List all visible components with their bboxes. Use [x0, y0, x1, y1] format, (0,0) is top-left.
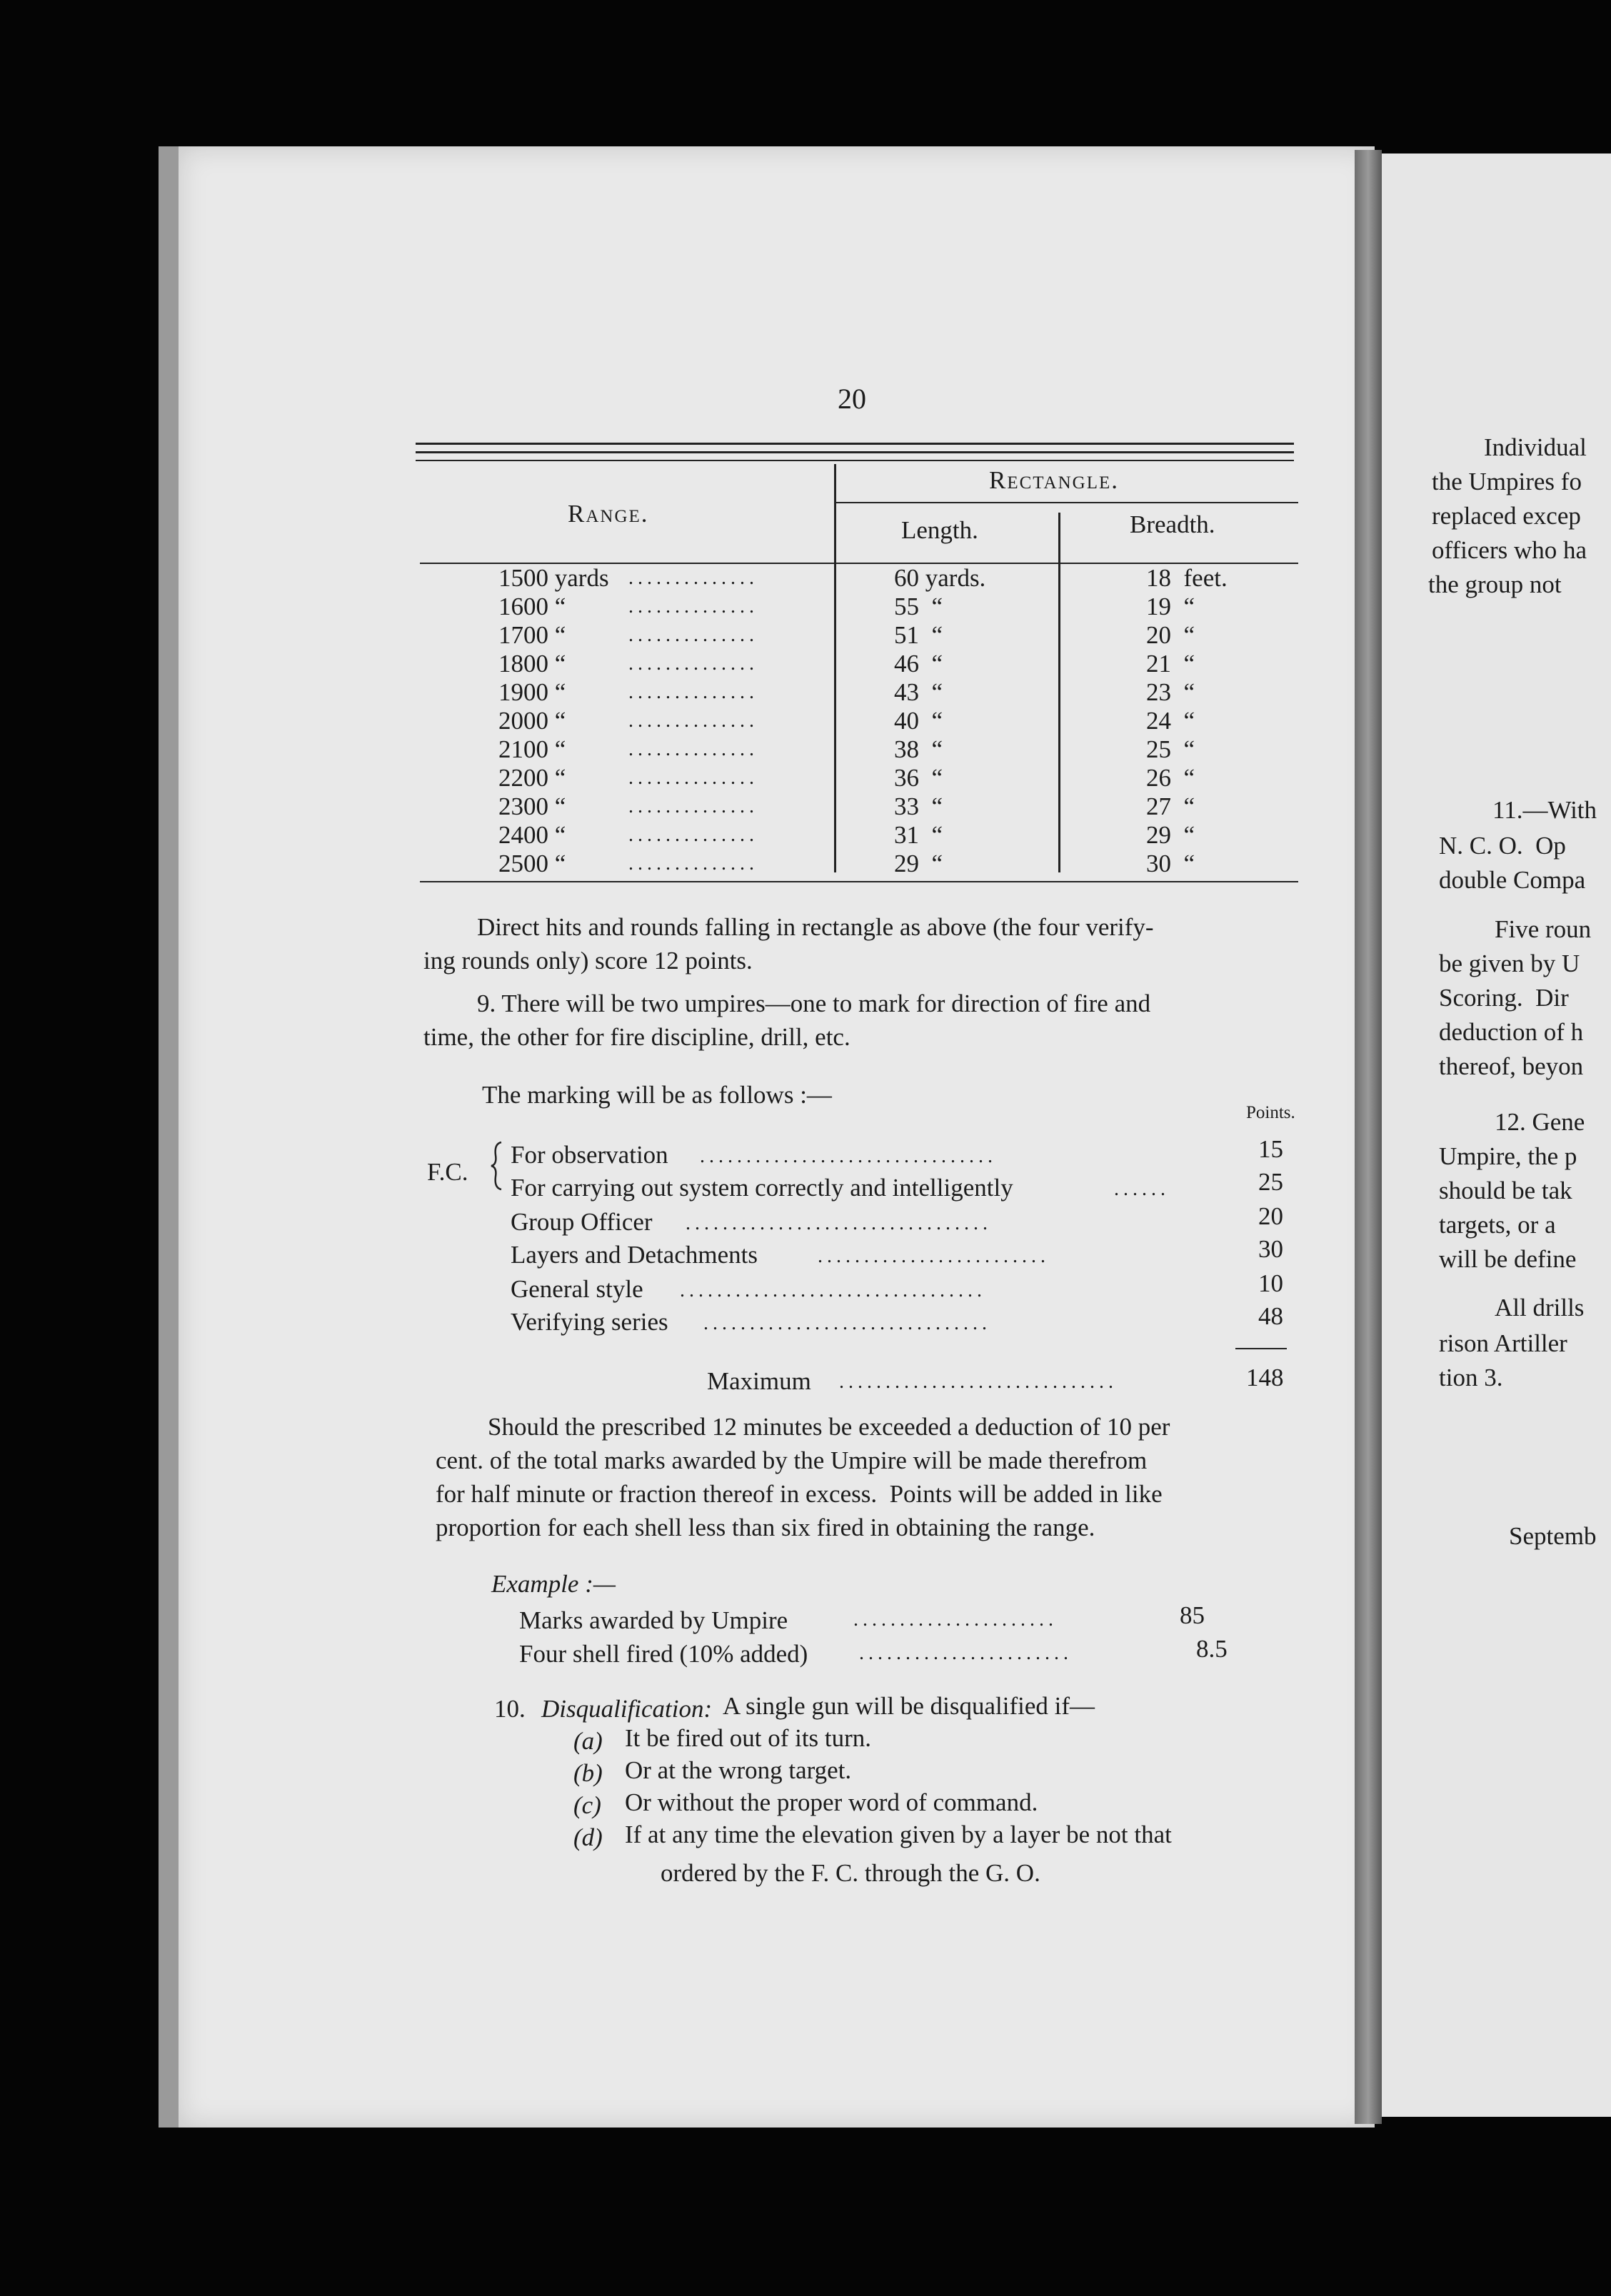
range-cell: 1900 “	[498, 678, 566, 706]
table-top-rule-3	[416, 460, 1294, 461]
breadth-cell: 24 “	[1146, 707, 1195, 735]
leader-dots: ..............	[628, 681, 758, 703]
right-page-line: 12. Gene	[1495, 1108, 1585, 1136]
marking-intro: The marking will be as follows :—	[482, 1081, 832, 1109]
points-header: Points.	[1246, 1103, 1295, 1122]
length-cell: 60 yards.	[894, 564, 986, 592]
table-divider-range	[834, 464, 836, 872]
leader-dots: ..............	[628, 653, 758, 675]
right-page-line: Septemb	[1509, 1522, 1597, 1550]
disq-letter: (b)	[573, 1759, 603, 1787]
range-cell: 1600 “	[498, 593, 566, 620]
para-direct-hits-line-1: Direct hits and rounds falling in rectangle as above (the four verify-	[477, 913, 1154, 941]
table-divider-length	[1058, 513, 1060, 872]
leader-dots: ..............	[628, 824, 758, 846]
mark-points: 15	[1258, 1135, 1283, 1163]
breadth-cell: 26 “	[1146, 764, 1195, 792]
example-row-2-dots: .......................	[859, 1642, 1073, 1664]
length-cell: 55 “	[894, 593, 943, 620]
right-page-line: Umpire, the p	[1439, 1142, 1577, 1170]
mark-leader-dots: ................................	[700, 1145, 997, 1167]
length-header: Length.	[901, 516, 978, 544]
maximum-leader-dots: ..............................	[839, 1371, 1118, 1393]
range-cell: 1800 “	[498, 650, 566, 678]
right-page-line: will be define	[1439, 1245, 1577, 1273]
page-number: 20	[838, 383, 866, 415]
length-cell: 40 “	[894, 707, 943, 735]
mark-leader-dots: .................................	[686, 1212, 992, 1234]
length-cell: 29 “	[894, 850, 943, 877]
range-cell: 2400 “	[498, 821, 566, 849]
range-cell: 2300 “	[498, 792, 566, 820]
brace-icon	[488, 1141, 506, 1191]
right-page-line: 11.—With	[1492, 796, 1597, 824]
para-exceeded-line-4: proportion for each shell less than six fired in obtaining the range.	[436, 1514, 1095, 1541]
para-exceeded-line-3: for half minute or fraction thereof in excess. Points will be added in like	[436, 1480, 1163, 1508]
breadth-cell: 29 “	[1146, 821, 1195, 849]
example-label: Example :—	[491, 1570, 616, 1598]
mark-label: Group Officer	[511, 1208, 653, 1236]
disq-text: Or without the proper word of command.	[625, 1788, 1038, 1816]
right-page-line: Scoring. Dir	[1439, 984, 1569, 1012]
breadth-cell: 30 “	[1146, 850, 1195, 877]
mark-leader-dots: .................................	[680, 1279, 986, 1301]
disq-text: Or at the wrong target.	[625, 1756, 852, 1784]
mark-label: Layers and Detachments	[511, 1241, 758, 1269]
right-page-line: N. C. O. Op	[1439, 832, 1566, 860]
rectangle-header: Rectangle.	[989, 466, 1120, 494]
mark-points: 25	[1258, 1168, 1283, 1196]
length-cell: 46 “	[894, 650, 943, 678]
example-row-2-label: Four shell fired (10% added)	[519, 1640, 808, 1668]
table-top-rule-2	[416, 451, 1294, 453]
breadth-cell: 25 “	[1146, 735, 1195, 763]
range-cell: 1700 “	[498, 621, 566, 649]
length-cell: 33 “	[894, 792, 943, 820]
mark-leader-dots: ...............................	[703, 1312, 991, 1334]
mark-label: For carrying out system correctly and intelligently	[511, 1174, 1013, 1202]
book-gutter	[1355, 150, 1382, 2124]
example-row-2-value: 8.5	[1196, 1635, 1228, 1663]
length-cell: 43 “	[894, 678, 943, 706]
para-direct-hits-line-2: ing rounds only) score 12 points.	[423, 947, 753, 975]
leader-dots: ..............	[628, 624, 758, 646]
mark-label: Verifying series	[511, 1308, 668, 1336]
rectangle-header-rule	[835, 502, 1298, 503]
maximum-points: 148	[1246, 1364, 1284, 1391]
right-page-line: Individual	[1484, 433, 1587, 461]
right-page-line: should be tak	[1439, 1177, 1572, 1204]
disq-text: If at any time the elevation given by a layer be not that	[625, 1821, 1172, 1848]
mark-points: 30	[1258, 1235, 1283, 1263]
leader-dots: ..............	[628, 767, 758, 789]
right-page-line: thereof, beyon	[1439, 1052, 1584, 1080]
maximum-label: Maximum	[707, 1367, 811, 1395]
range-cell: 1500 yards	[498, 564, 609, 592]
range-cell: 2500 “	[498, 850, 566, 877]
length-cell: 36 “	[894, 764, 943, 792]
range-cell: 2200 “	[498, 764, 566, 792]
leader-dots: ..............	[628, 567, 758, 589]
right-page-line: tion 3.	[1439, 1364, 1503, 1391]
breadth-cell: 19 “	[1146, 593, 1195, 620]
disq-text: It be fired out of its turn.	[625, 1724, 872, 1752]
example-row-1-label: Marks awarded by Umpire	[519, 1606, 788, 1634]
right-page-line: All drills	[1495, 1294, 1585, 1321]
para-exceeded-line-1: Should the prescribed 12 minutes be exceeded a deduction of 10 per	[488, 1413, 1170, 1441]
leader-dots: ..............	[628, 595, 758, 618]
mark-leader-dots: ......	[1114, 1178, 1170, 1200]
leader-dots: ..............	[628, 738, 758, 760]
length-cell: 31 “	[894, 821, 943, 849]
right-page-line: officers who ha	[1432, 536, 1587, 564]
para-10-title: Disqualification:	[541, 1695, 713, 1723]
breadth-cell: 20 “	[1146, 621, 1195, 649]
sum-rule	[1235, 1348, 1287, 1349]
range-cell: 2100 “	[498, 735, 566, 763]
range-cell: 2000 “	[498, 707, 566, 735]
mark-label: General style	[511, 1275, 643, 1303]
right-page-line: targets, or a	[1439, 1211, 1556, 1239]
table-top-rule-1	[416, 443, 1294, 445]
disq-continuation: ordered by the F. C. through the G. O.	[661, 1859, 1040, 1887]
leader-dots: ..............	[628, 795, 758, 817]
breadth-cell: 18 feet.	[1146, 564, 1228, 592]
para-exceeded-line-2: cent. of the total marks awarded by the Umpire will be made therefrom	[436, 1446, 1148, 1474]
right-page-line: the group not	[1428, 570, 1562, 598]
table-bottom-rule	[420, 881, 1298, 882]
mark-points: 10	[1258, 1269, 1283, 1297]
example-row-1-dots: ......................	[853, 1608, 1058, 1631]
right-page-line: deduction of h	[1439, 1018, 1584, 1046]
para-10-number: 10.	[494, 1695, 526, 1723]
mark-points: 20	[1258, 1202, 1283, 1230]
para-9-line-1: 9. There will be two umpires—one to mark for direction of fire and	[477, 990, 1151, 1017]
right-page-line: replaced excep	[1432, 502, 1581, 530]
right-page-line: double Compa	[1439, 866, 1586, 894]
fc-label: F.C.	[427, 1158, 468, 1186]
disq-letter: (c)	[573, 1791, 601, 1819]
disq-letter: (a)	[573, 1727, 603, 1755]
breadth-cell: 23 “	[1146, 678, 1195, 706]
right-page-line: the Umpires fo	[1432, 468, 1582, 495]
para-10-text: A single gun will be disqualified if—	[723, 1692, 1095, 1720]
length-cell: 51 “	[894, 621, 943, 649]
mark-points: 48	[1258, 1302, 1283, 1330]
example-row-1-value: 85	[1180, 1601, 1205, 1629]
mark-label: For observation	[511, 1141, 668, 1169]
mark-leader-dots: .........................	[818, 1245, 1050, 1267]
leader-dots: ..............	[628, 710, 758, 732]
para-9-line-2: time, the other for fire discipline, drill, etc.	[423, 1023, 850, 1051]
range-header: Range.	[568, 500, 649, 528]
length-cell: 38 “	[894, 735, 943, 763]
breadth-cell: 27 “	[1146, 792, 1195, 820]
right-page-line: be given by U	[1439, 950, 1580, 977]
breadth-cell: 21 “	[1146, 650, 1195, 678]
disq-letter: (d)	[573, 1823, 603, 1851]
right-page-line: Five roun	[1495, 915, 1592, 943]
right-page-line: rison Artiller	[1439, 1329, 1567, 1357]
leader-dots: ..............	[628, 852, 758, 875]
breadth-header: Breadth.	[1130, 510, 1215, 538]
